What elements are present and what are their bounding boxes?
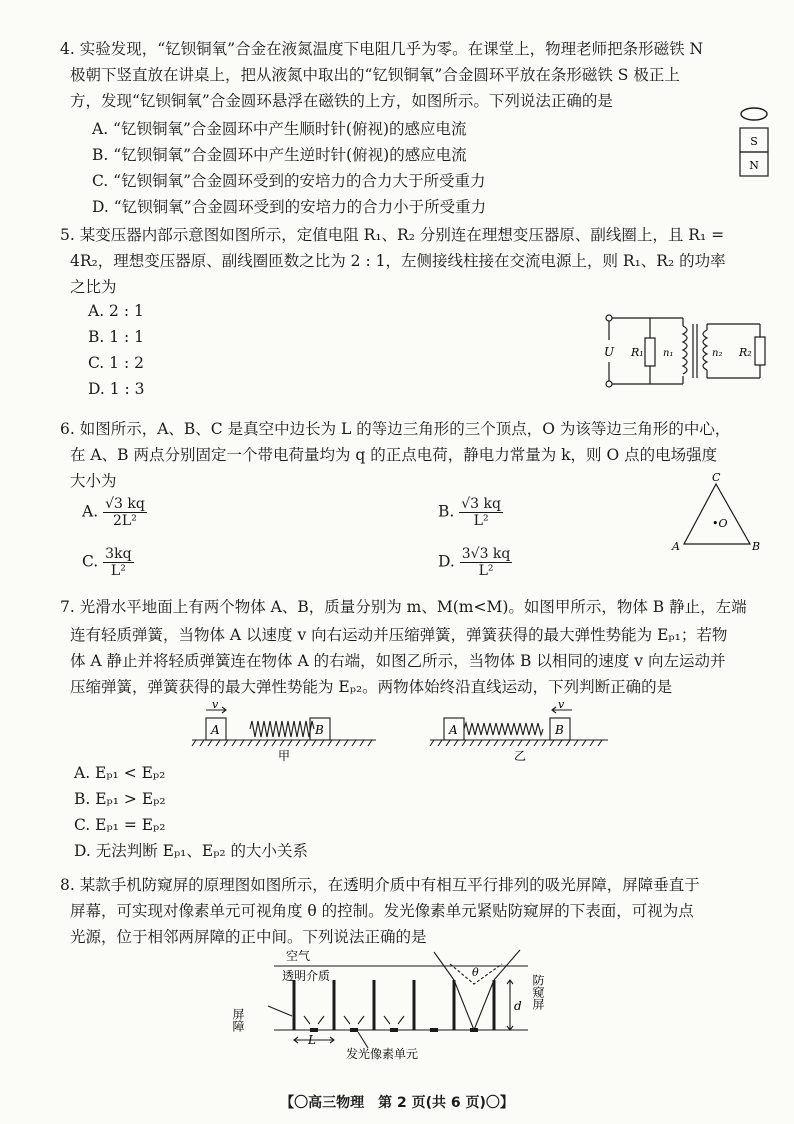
q6-line-1: 6. 如图所示，A、B、C 是真空中边长为 L 的等边三角形的三个顶点，O 为该等边三角形的中心，	[60, 420, 731, 438]
d-label: d	[514, 999, 522, 1013]
q6-b-denominator: L²	[473, 513, 489, 529]
terminal-top	[606, 315, 612, 321]
q7-line-2: 连有轻质弹簧，当物体 A 以速度 v 向右运动并压缩弹簧，弹簧获得的最大弹性势能为 Eₚ₁；若物	[70, 626, 728, 644]
q6-c-denominator: L²	[110, 563, 126, 579]
magnet-s-label: S	[750, 135, 758, 148]
pixel-3	[390, 1028, 398, 1032]
q5-line-2: 4R₂，理想变压器原、副线圈匝数之比为 2 : 1，左侧接线柱接在交流电源上，则 R₁、R₂ 的功率	[70, 252, 726, 270]
screen-label: 防窥屏	[531, 974, 545, 1010]
ray-out-right	[494, 950, 520, 980]
ground-hatch	[192, 740, 372, 746]
q5-option-b[interactable]: B. 1 : 1	[88, 328, 145, 346]
q8-line-2: 屏幕，可实现对像素单元可视角度 θ 的控制。发光像素单元紧贴防窥屏的下表面，可视为点	[70, 902, 694, 920]
q4-line-3: 方，发现“钇钡铜氧”合金圆环悬浮在磁铁的上方，如图所示。下列说法正确的是	[70, 92, 613, 110]
q6-a-denominator: 2L²	[113, 513, 137, 529]
pixel-5	[470, 1028, 478, 1032]
q5-option-a[interactable]: A. 2 : 1	[88, 302, 144, 320]
label-n2: n₂	[712, 348, 723, 359]
q6-option-c-label: C.	[82, 552, 99, 571]
vertex-c-label: C	[712, 471, 721, 484]
pixel-arrows-1	[304, 1016, 404, 1024]
q6-option-b-fraction	[459, 496, 503, 529]
q6-b-numerator: √3 kq	[461, 496, 501, 512]
q8-privacy-screen-figure	[231, 944, 558, 1064]
q7-line-3: 体 A 静止并将轻质弹簧连在物体 A 的右端，如图乙所示，当物体 B 以相同的速度 v 向左运动并	[70, 652, 726, 670]
block-a-label: A	[449, 723, 458, 737]
label-r1: R₁	[631, 346, 644, 359]
figure-jia-caption: 甲	[278, 749, 291, 763]
q4-line-2: 极朝下竖直放在讲桌上，把从液氮中取出的“钇钡铜氧”合金圆环平放在条形磁铁 S 极正上	[70, 66, 680, 84]
primary-coil	[683, 326, 687, 374]
resistor-r1	[645, 338, 655, 366]
vertex-a-label: A	[672, 540, 680, 553]
q8-line-1: 8. 某款手机防窥屏的原理图如图所示，在透明介质中有相互平行排列的吸光屏障，屏障垂直于	[60, 876, 700, 894]
ray-left	[454, 980, 494, 1030]
terminal-bottom	[606, 381, 612, 387]
spring	[464, 723, 543, 735]
label-u: U	[604, 345, 615, 359]
label-n1: n₁	[663, 348, 674, 359]
q6-option-d-label: D.	[438, 552, 455, 571]
q6-a-numerator: √3 kq	[105, 496, 145, 512]
velocity-label: v	[558, 698, 565, 711]
theta-label: θ	[472, 966, 479, 979]
q6-d-denominator: L²	[478, 563, 494, 579]
figure-yi-caption: 乙	[514, 749, 527, 763]
q8-line-3: 光源，位于相邻两屏障的正中间。下列说法正确的是	[70, 928, 427, 946]
q4-option-b[interactable]: B. “钇钡铜氧”合金圆环中产生逆时针(俯视)的感应电流	[92, 146, 467, 164]
velocity-label: v	[212, 698, 219, 711]
q6-c-numerator: 3kq	[105, 546, 132, 562]
q5-line-3: 之比为	[70, 278, 117, 296]
q6-option-d[interactable]	[438, 546, 512, 579]
q5-option-d[interactable]: D. 1 : 3	[88, 380, 145, 398]
spring	[250, 721, 314, 737]
superconducting-ring	[741, 108, 767, 120]
q6-option-a-label: A.	[82, 502, 99, 521]
pixel-4	[430, 1028, 438, 1032]
pixel-label: 发光像素单元	[346, 1047, 419, 1061]
q4-option-c[interactable]: C. “钇钡铜氧”合金圆环受到的安培力的合力大于所受重力	[92, 172, 486, 190]
q6-option-d-fraction	[460, 546, 513, 579]
q6-option-a[interactable]	[82, 496, 147, 529]
q5-transformer-figure	[600, 310, 770, 392]
q7-line-1: 7. 光滑水平地面上有两个物体 A、B，质量分别为 m、M(m<M)。如图甲所示，物体 B 静止，左端	[60, 598, 747, 616]
block-a-label: A	[211, 723, 220, 737]
q4-option-a[interactable]: A. “钇钡铜氧”合金圆环中产生顺时针(俯视)的感应电流	[92, 120, 467, 138]
medium-label: 透明介质	[282, 969, 331, 983]
q6-option-b[interactable]	[438, 496, 503, 529]
q7-option-c[interactable]: C. Eₚ₁ = Eₚ₂	[74, 816, 166, 834]
barrier-label: 屏障	[231, 1008, 245, 1032]
q7-option-b[interactable]: B. Eₚ₁ > Eₚ₂	[74, 790, 166, 808]
q6-line-3: 大小为	[70, 472, 117, 490]
q6-d-numerator: 3√3 kq	[461, 546, 511, 562]
pixel-1	[310, 1028, 318, 1032]
block-b-label: B	[315, 723, 324, 737]
q5-line-1: 5. 某变压器内部示意图如图所示，定值电阻 R₁、R₂ 分别连在理想变压器原、副线圈上，且 R₁ =	[60, 226, 725, 244]
l-label: L	[308, 1033, 316, 1047]
ground-hatch	[430, 740, 602, 746]
q6-triangle-figure	[670, 470, 770, 556]
q7-option-a[interactable]: A. Eₚ₁ < Eₚ₂	[74, 764, 166, 782]
center-o-label: •O	[712, 517, 728, 530]
q6-line-2: 在 A、B 两点分别固定一个带电荷量均为 q 的正点电荷，静电力常量为 k，则 O 点的电场强度	[70, 446, 718, 464]
q4-option-d[interactable]: D. “钇钡铜氧”合金圆环受到的安培力的合力小于所受重力	[92, 198, 487, 216]
q5-option-c[interactable]: C. 1 : 2	[88, 354, 144, 372]
label-r2: R₂	[739, 346, 752, 359]
magnet-n-label: N	[749, 159, 759, 172]
q4-magnet-figure	[734, 104, 774, 184]
q6-option-c[interactable]	[82, 546, 134, 579]
equilateral-triangle	[684, 484, 750, 544]
q6-option-c-fraction	[103, 546, 133, 579]
q7-figure-yi	[428, 698, 612, 764]
q7-figure-jia	[190, 698, 380, 764]
vertex-b-label: B	[752, 540, 761, 553]
q7-option-d[interactable]: D. 无法判断 Eₚ₁、Eₚ₂ 的大小关系	[74, 842, 309, 860]
secondary-coil	[703, 330, 707, 370]
q7-line-4: 压缩弹簧，弹簧获得的最大弹性势能为 Eₚ₂。两物体始终沿直线运动，下列判断正确的是	[70, 678, 673, 696]
pixel-2	[350, 1028, 358, 1032]
resistor-r2	[755, 337, 765, 365]
q4-line-1: 4. 实验发现，“钇钡铜氧”合金在液氮温度下电阻几乎为零。在课堂上，物理老师把条形磁铁 N	[60, 40, 704, 58]
block-b-label: B	[555, 723, 564, 737]
q6-option-b-label: B.	[438, 502, 455, 521]
air-label: 空气	[286, 949, 311, 963]
page-footer: 【〇高三物理 第 2 页(共 6 页)〇】	[280, 1095, 514, 1111]
q6-option-a-fraction	[103, 496, 147, 529]
